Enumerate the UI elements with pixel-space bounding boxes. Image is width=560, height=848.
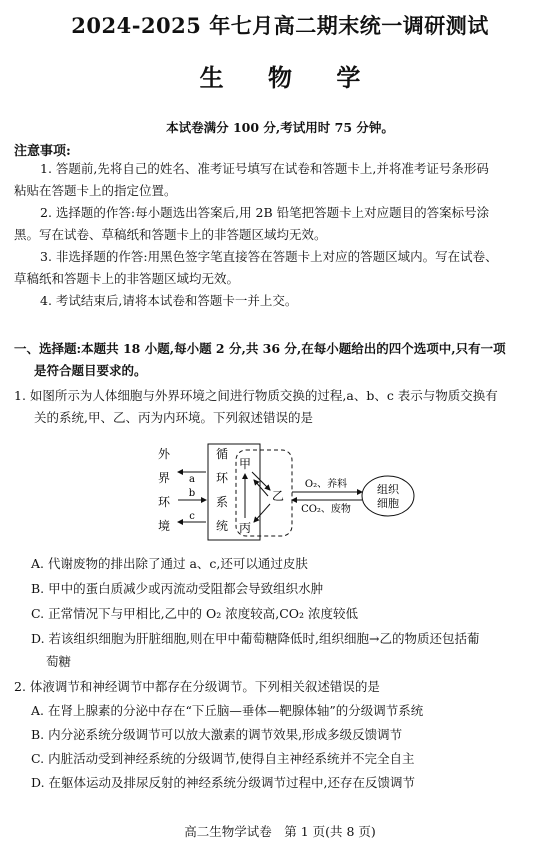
note-line: 粘贴在答题卡上的指定位置。 bbox=[14, 183, 177, 198]
circ-char: 系 bbox=[215, 495, 229, 509]
note-line: 2. 选择题的作答:每小题选出答案后,用 2B 铅笔把答题卡上对应题目的答案标号涂 bbox=[40, 205, 490, 220]
section-heading: 一、选择题:本题共 18 小题,每小题 2 分,共 36 分,在每小题给出的四个选项中,只有一项 bbox=[14, 341, 506, 356]
note-line: 4. 考试结束后,请将本试卷和答题卡一并上交。 bbox=[40, 293, 298, 308]
question-2-stem: 2. 体液调节和神经调节中都存在分级调节。下列相关叙述错误的是 bbox=[14, 679, 380, 694]
exam-info: 本试卷满分 100 分,考试用时 75 分钟。 bbox=[166, 120, 394, 135]
cell-label: 细胞 bbox=[377, 497, 399, 510]
label-o2: O₂、养料 bbox=[304, 479, 348, 490]
q2-option-d: D. 在躯体运动及排尿反射的神经系统分级调节过程中,还存在反馈调节 bbox=[31, 775, 415, 790]
label-a: a bbox=[189, 474, 195, 485]
arrow-yi-to-jia bbox=[254, 480, 268, 496]
q1-option-d-cont: 萄糖 bbox=[46, 654, 72, 669]
exam-title: 2024-2025 年七月高二期末统一调研测试 bbox=[71, 13, 489, 38]
outer-env-char: 境 bbox=[157, 519, 171, 533]
label-c: c bbox=[189, 511, 195, 522]
note-line: 草稿纸和答题卡上的非答题区域均无效。 bbox=[14, 271, 240, 286]
q2-option-a: A. 在肾上腺素的分泌中存在“下丘脑—垂体—靶腺体轴”的分级调节系统 bbox=[31, 703, 424, 718]
label-bing: 丙 bbox=[238, 521, 252, 535]
label-b: b bbox=[188, 488, 196, 499]
circ-char: 环 bbox=[215, 471, 229, 485]
label-co2: CO₂、废物 bbox=[301, 504, 351, 515]
circ-char: 循 bbox=[215, 447, 229, 461]
cell-label: 组织 bbox=[377, 483, 399, 496]
outer-env-char: 环 bbox=[157, 495, 171, 509]
q2-option-b: B. 内分泌系统分级调节可以放大激素的调节效果,形成多级反馈调节 bbox=[31, 727, 403, 742]
subject-title: 生 物 学 bbox=[199, 63, 379, 92]
page-footer: 高二生物学试卷 第 1 页(共 8 页) bbox=[184, 824, 376, 839]
q2-option-c: C. 内脏活动受到神经系统的分级调节,使得自主神经系统并不完全自主 bbox=[31, 751, 415, 766]
q1-option-b: B. 甲中的蛋白质减少或丙流动受阻都会导致组织水肿 bbox=[31, 581, 324, 596]
q1-option-d: D. 若该组织细胞为肝脏细胞,则在甲中葡萄糖降低时,组织细胞→乙的物质还包括葡 bbox=[31, 631, 480, 646]
q1-option-c: C. 正常情况下与甲相比,乙中的 O₂ 浓度较高,CO₂ 浓度较低 bbox=[31, 606, 359, 621]
note-line: 1. 答题前,先将自己的姓名、准考证号填写在试卷和答题卡上,并将准考证号条形码 bbox=[40, 161, 489, 176]
tissue-cell bbox=[362, 476, 414, 516]
q1-option-a: A. 代谢废物的排出除了通过 a、c,还可以通过皮肤 bbox=[31, 556, 308, 571]
note-line: 黑。写在试卷、草稿纸和答题卡上的非答题区域均无效。 bbox=[14, 227, 327, 242]
question-1-stem-cont: 关的系统,甲、乙、丙为内环境。下列叙述错误的是 bbox=[34, 410, 313, 425]
circ-char: 统 bbox=[215, 519, 229, 533]
question-1-stem: 1. 如图所示为人体细胞与外界环境之间进行物质交换的过程,a、b、c 表示与物质交换有 bbox=[14, 388, 498, 403]
section-heading-cont: 是符合题目要求的。 bbox=[34, 363, 147, 378]
note-line: 3. 非选择题的作答:用黑色签字笔直接答在答题卡上对应的答题区域内。写在试卷、 bbox=[40, 249, 498, 264]
label-jia: 甲 bbox=[238, 457, 252, 471]
arrow-yi-to-bing bbox=[254, 504, 270, 522]
notes-heading: 注意事项: bbox=[14, 144, 71, 159]
label-yi: 乙 bbox=[271, 489, 285, 503]
outer-env-char: 界 bbox=[157, 471, 171, 485]
exchange-diagram bbox=[150, 442, 420, 544]
outer-env-char: 外 bbox=[157, 447, 171, 461]
